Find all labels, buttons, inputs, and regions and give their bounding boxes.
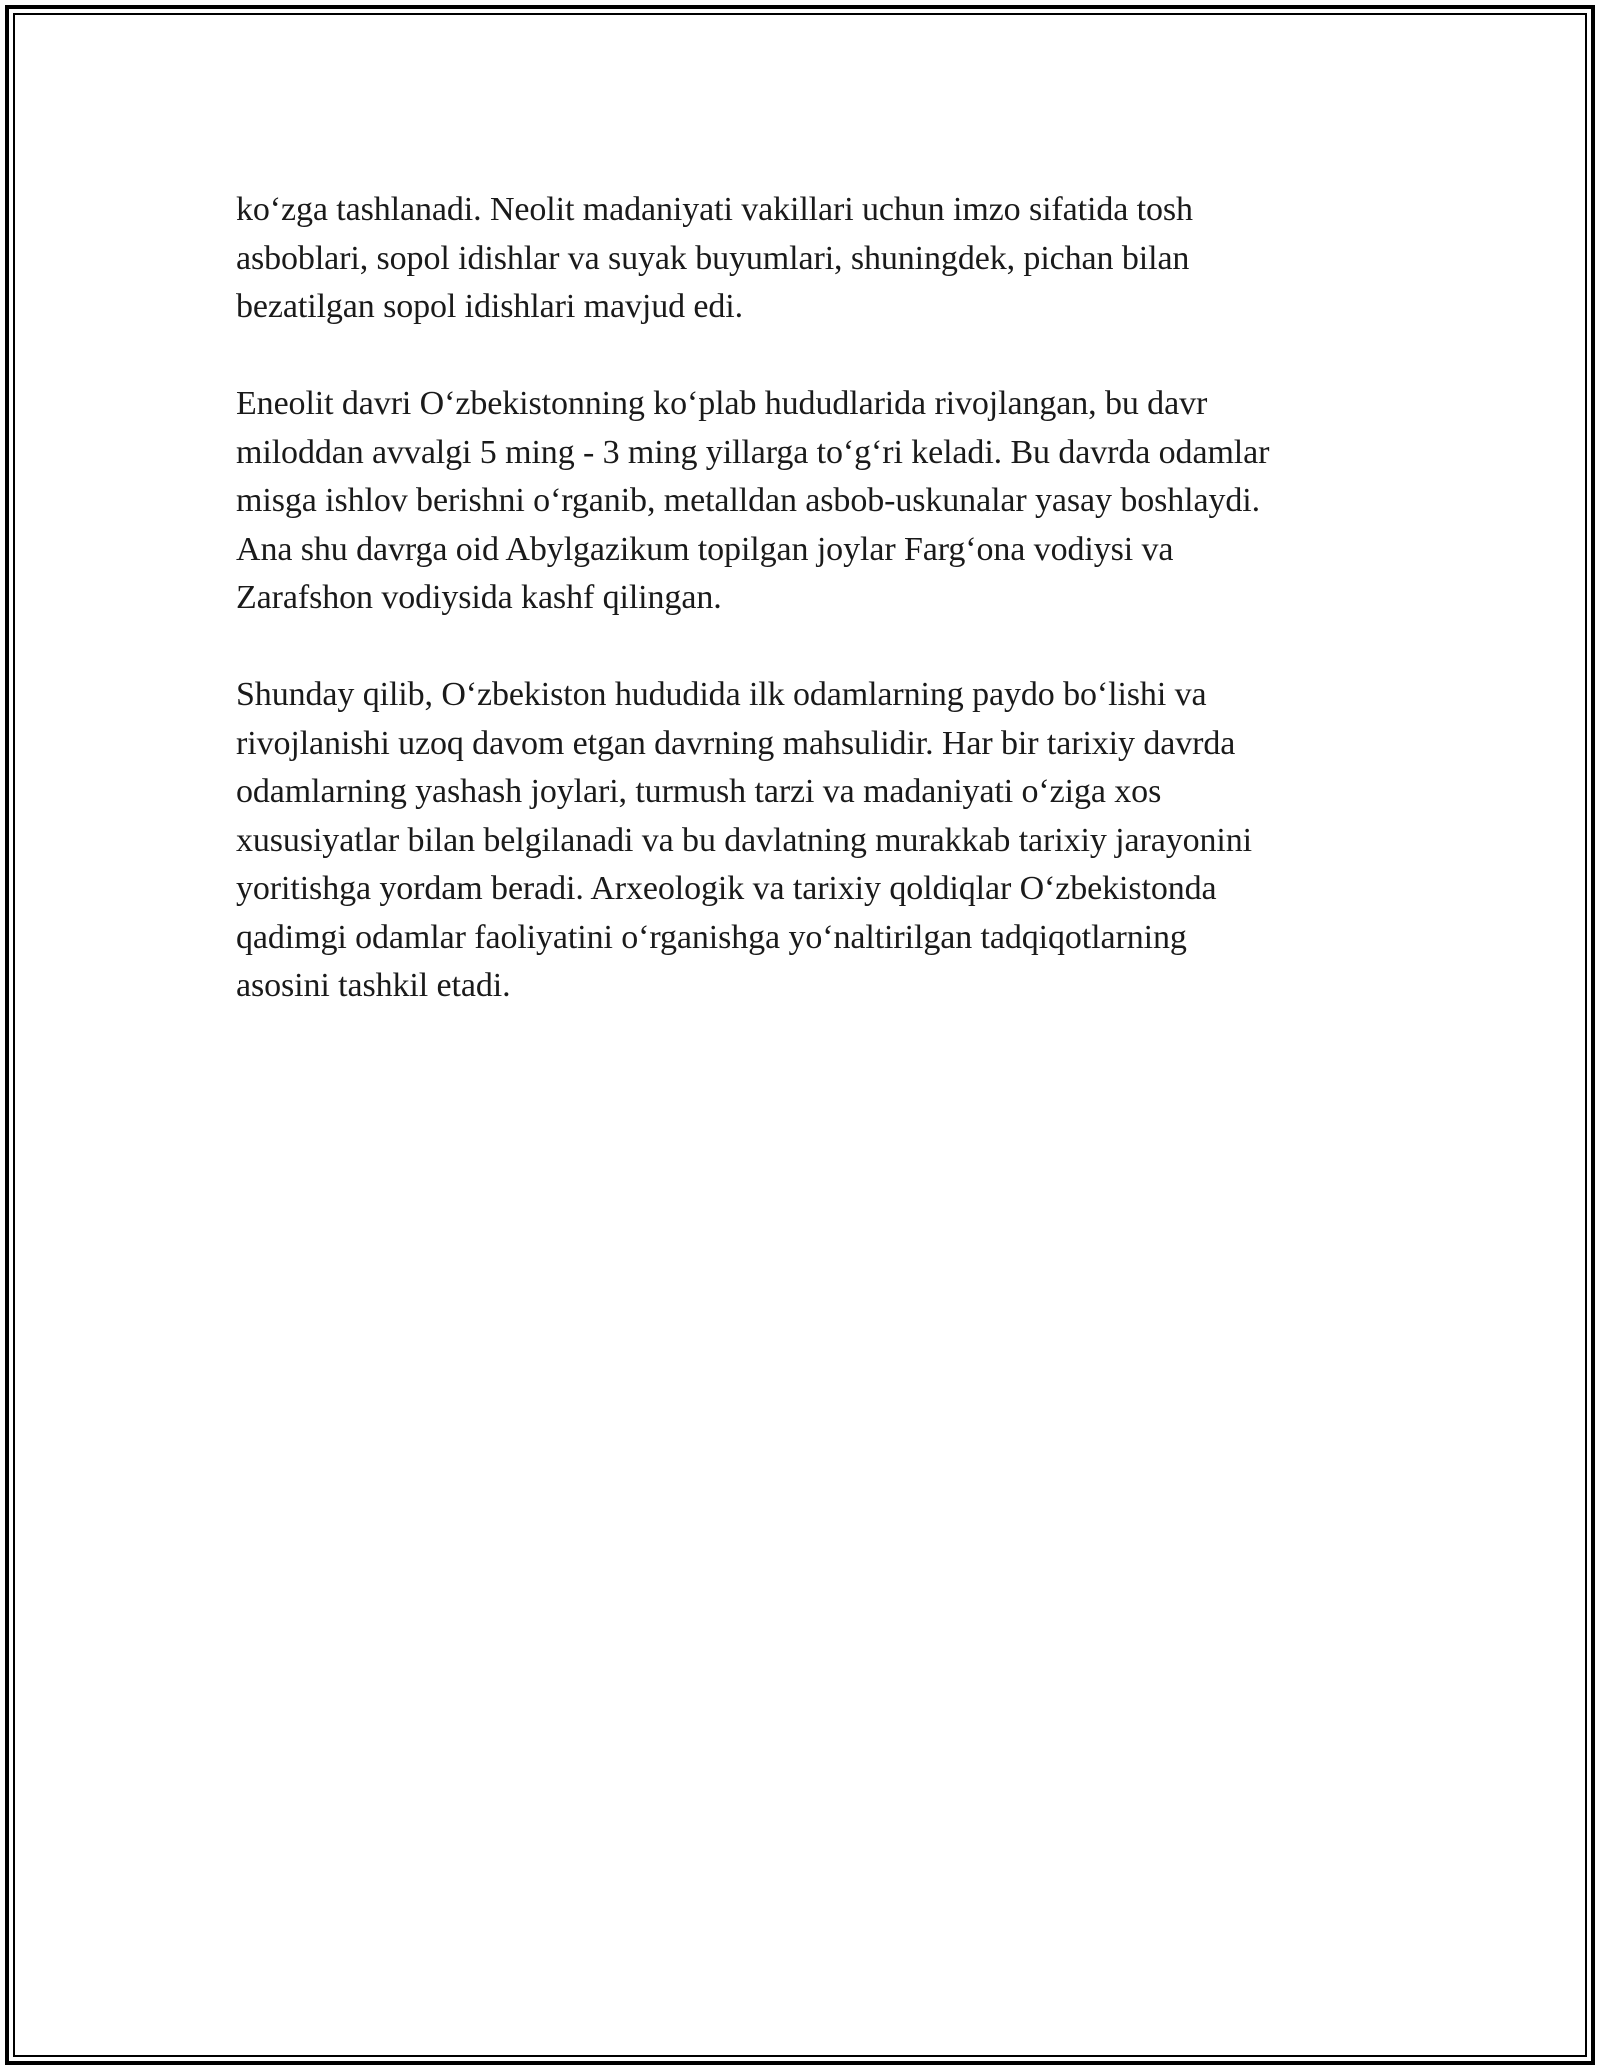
text-line: Eneolit davri O‘zbekistonning ko‘plab hududlarida rivojlangan, bu davr <box>236 385 1208 422</box>
text-line: miloddan avvalgi 5 ming - 3 ming yillarga to‘g‘ri keladi. Bu davrda odamlar <box>236 433 1270 471</box>
text-line: Ana shu davrga oid Abylgazikum topilgan joylar Farg‘ona vodiysi va <box>236 530 1174 568</box>
text-line: misga ishlov berishni o‘rganib, metalldan asbob-uskunalar yasay boshlaydi. <box>236 482 1261 519</box>
text-line: Shunday qilib, O‘zbekiston hududida ilk odamlarning paydo bo‘lishi va <box>236 676 1207 713</box>
text-line: ko‘zga tashlanadi. Neolit madaniyati vakillari uchun imzo sifatida tosh <box>236 191 1193 228</box>
text-line: odamlarning yashash joylari, turmush tarzi va madaniyati o‘ziga xos <box>236 773 1162 810</box>
text-line: asboblari, sopol idishlar va suyak buyumlari, shuningdek, pichan bilan <box>236 239 1190 277</box>
text-line: xususiyatlar bilan belgilanadi va bu davlatning murakkab tarixiy jarayonini <box>236 821 1253 859</box>
text-line: yoritishga yordam beradi. Arxeologik va tarixiy qoldiqlar O‘zbekistonda <box>236 870 1217 907</box>
text-line: Zarafshon vodiysida kashf qilingan. <box>236 579 722 616</box>
paragraph-neolithic-artifacts <box>236 186 1376 332</box>
paragraph-conclusion <box>236 671 1376 1011</box>
text-line: asosini tashkil etadi. <box>236 967 511 1004</box>
text-line: bezatilgan sopol idishlari mavjud edi. <box>236 288 744 325</box>
text-line: rivojlanishi uzoq davom etgan davrning mahsulidir. Har bir tarixiy davrda <box>236 724 1236 762</box>
document-body <box>236 186 1376 1011</box>
paragraph-eneolithic-period <box>236 380 1376 623</box>
text-line: qadimgi odamlar faoliyatini o‘rganishga yo‘naltirilgan tadqiqotlarning <box>236 918 1187 956</box>
